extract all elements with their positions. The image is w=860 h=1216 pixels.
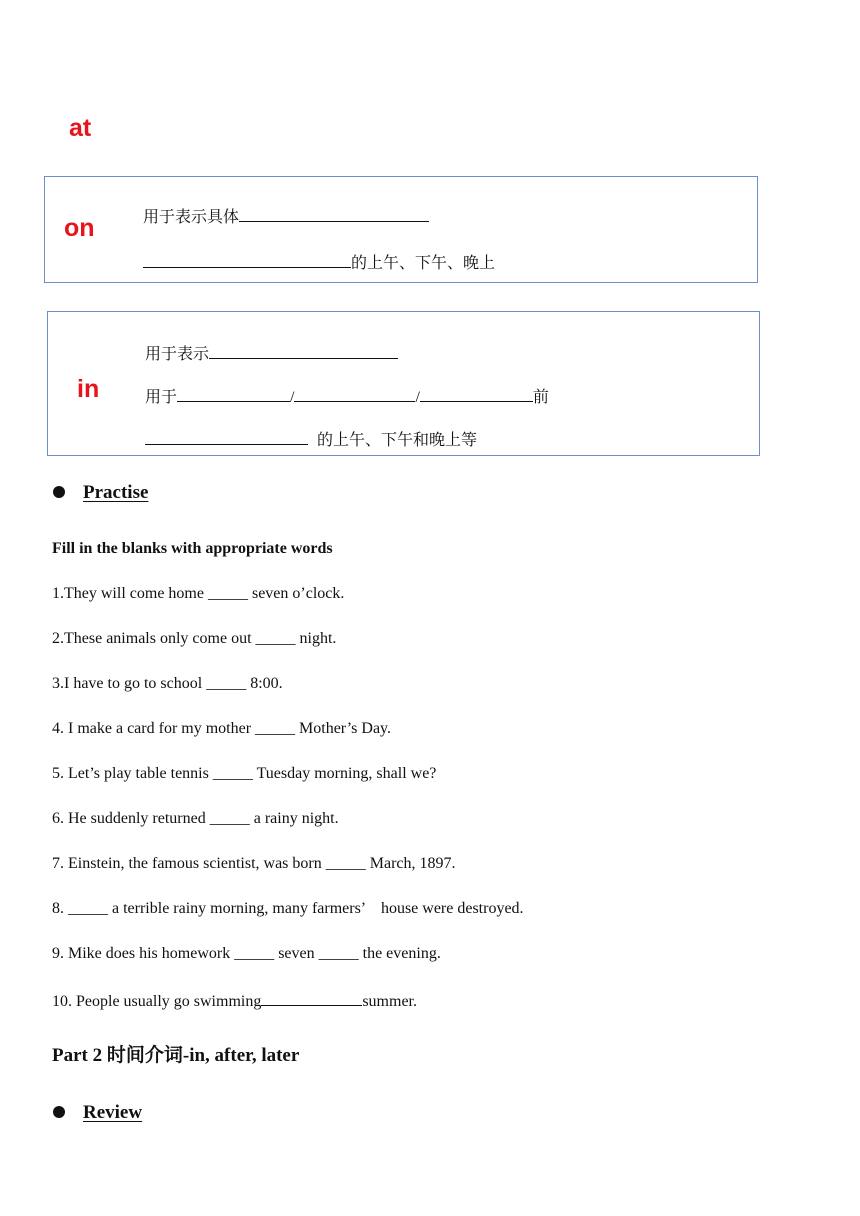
blank[interactable] xyxy=(209,344,398,359)
instruction: Fill in the blanks with appropriate words xyxy=(52,540,333,557)
blank[interactable] xyxy=(261,991,362,1006)
question-1: 1.They will come home _____ seven o’clock. xyxy=(52,585,345,602)
on-label: on xyxy=(64,214,95,242)
on-line-2-text: 的上午、下午、晚上 xyxy=(351,255,496,272)
on-line-1-text: 用于表示具体 xyxy=(143,209,240,226)
blank[interactable] xyxy=(177,387,290,402)
question-3: 3.I have to go to school _____ 8:00. xyxy=(52,675,283,692)
in-label: in xyxy=(77,375,100,403)
in-line-3-text: 的上午、下午和晚上等 xyxy=(317,432,478,449)
question-5: 5. Let’s play table tennis _____ Tuesday morning, shall we? xyxy=(52,765,437,782)
question-10-prefix: 10. People usually go swimming xyxy=(52,993,262,1010)
in-box xyxy=(47,311,760,456)
at-label: at xyxy=(69,114,92,142)
bullet-icon xyxy=(53,1106,65,1118)
question-9: 9. Mike does his homework _____ seven _____ the evening. xyxy=(52,945,441,962)
practise-heading: Practise xyxy=(83,482,149,503)
in-line-2-sep2: / xyxy=(415,389,420,406)
part2-title: Part 2 时间介词-in, after, later xyxy=(52,1045,300,1066)
bullet-icon xyxy=(53,486,65,498)
blank[interactable] xyxy=(294,387,415,402)
question-10-suffix: summer. xyxy=(362,993,417,1010)
blank[interactable] xyxy=(239,207,429,222)
in-line-1 xyxy=(145,344,398,363)
question-8: 8. _____ a terrible rainy morning, many farmers’ house were destroyed. xyxy=(52,900,524,917)
question-10 xyxy=(52,991,417,1010)
in-line-2-prefix: 用于 xyxy=(145,389,178,406)
on-line-2 xyxy=(143,253,495,272)
on-line-1 xyxy=(143,207,429,226)
review-heading: Review xyxy=(83,1102,143,1123)
on-box xyxy=(44,176,758,283)
in-line-2-sep1: / xyxy=(290,389,295,406)
blank[interactable] xyxy=(145,430,308,445)
question-7: 7. Einstein, the famous scientist, was born _____ March, 1897. xyxy=(52,855,456,872)
question-2: 2.These animals only come out _____ night. xyxy=(52,630,337,647)
in-line-2-suffix: 前 xyxy=(532,389,549,406)
in-line-2 xyxy=(145,387,549,406)
question-6: 6. He suddenly returned _____ a rainy night. xyxy=(52,810,339,827)
in-line-3 xyxy=(145,430,477,449)
blank[interactable] xyxy=(143,253,351,268)
question-4: 4. I make a card for my mother _____ Mother’s Day. xyxy=(52,720,392,737)
in-line-1-text: 用于表示 xyxy=(145,346,210,363)
blank[interactable] xyxy=(420,387,533,402)
